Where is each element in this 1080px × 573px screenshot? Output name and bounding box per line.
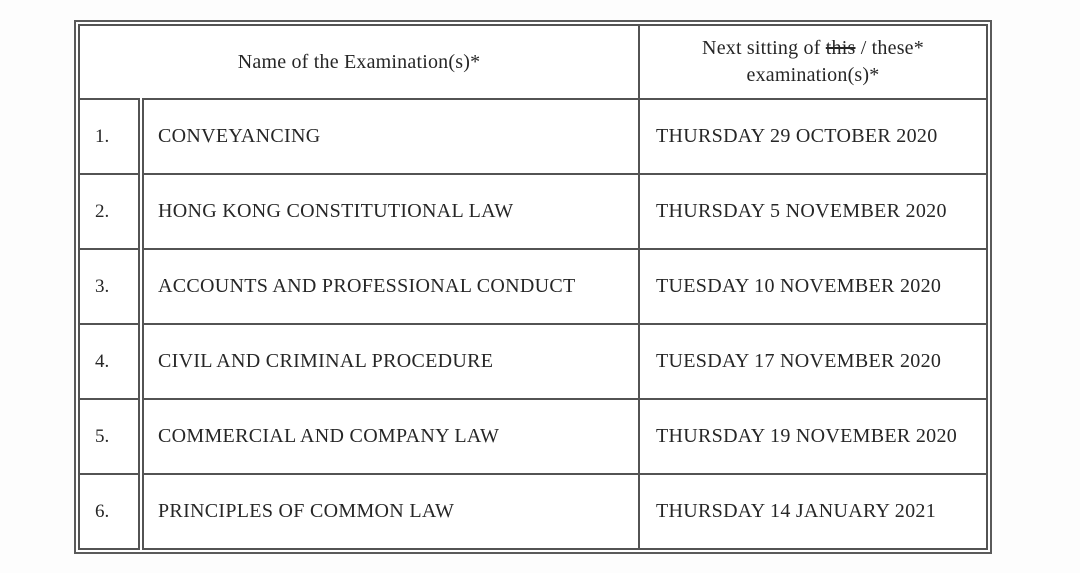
header-name-of-examinations: Name of the Examination(s)* <box>79 25 639 99</box>
exam-name: HONG KONG CONSTITUTIONAL LAW <box>141 174 639 249</box>
exam-date: THURSDAY 14 JANUARY 2021 <box>639 474 987 549</box>
row-number: 1. <box>79 99 141 174</box>
exam-date: TUESDAY 17 NOVEMBER 2020 <box>639 324 987 399</box>
table-header-row <box>79 25 987 99</box>
exam-name: ACCOUNTS AND PROFESSIONAL CONDUCT <box>141 249 639 324</box>
exam-name: COMMERCIAL AND COMPANY LAW <box>141 399 639 474</box>
exam-name: PRINCIPLES OF COMMON LAW <box>141 474 639 549</box>
exam-date: THURSDAY 5 NOVEMBER 2020 <box>639 174 987 249</box>
row-number: 6. <box>79 474 141 549</box>
header-sitting-line2: examination(s)* <box>746 64 880 86</box>
header-sitting-suffix: / these* <box>855 37 924 59</box>
row-number: 4. <box>79 324 141 399</box>
table-row <box>79 399 987 474</box>
table-row <box>79 474 987 549</box>
row-number: 3. <box>79 249 141 324</box>
row-number: 5. <box>79 399 141 474</box>
table-row <box>79 99 987 174</box>
exam-name: CONVEYANCING <box>141 99 639 174</box>
row-number: 2. <box>79 174 141 249</box>
struck-word-this: this <box>825 37 856 59</box>
exam-date: THURSDAY 19 NOVEMBER 2020 <box>639 399 987 474</box>
table-row <box>79 249 987 324</box>
table-row <box>79 174 987 249</box>
header-next-sitting <box>639 25 987 99</box>
table-row <box>79 324 987 399</box>
exam-schedule-table <box>74 20 992 554</box>
exam-name: CIVIL AND CRIMINAL PROCEDURE <box>141 324 639 399</box>
exam-date: TUESDAY 10 NOVEMBER 2020 <box>639 249 987 324</box>
header-sitting-prefix: Next sitting of <box>702 37 826 59</box>
exam-table <box>78 24 988 550</box>
exam-date: THURSDAY 29 OCTOBER 2020 <box>639 99 987 174</box>
